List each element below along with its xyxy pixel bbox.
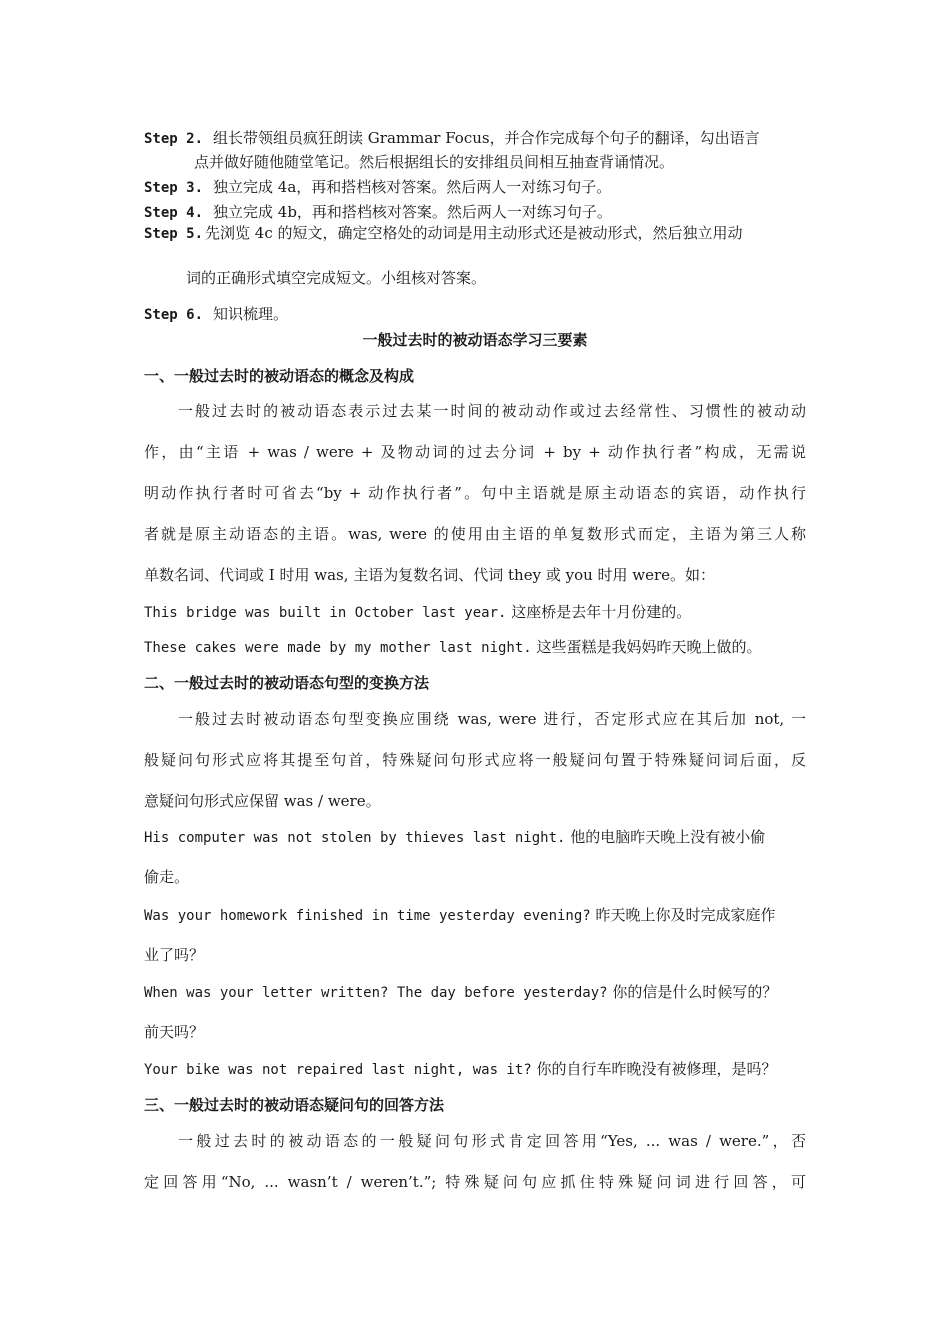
example-chinese: 他的电脑昨天晚上没有被小偷 xyxy=(570,828,766,846)
section-2-example-1 xyxy=(144,827,765,848)
section-2-line-2: 般疑问句形式应将其提至句首，特殊疑问句形式应将一般疑问句置于特殊疑问词后面，反 xyxy=(144,751,806,769)
section-3-line-1: 一般过去时的被动语态的一般疑问句形式肯定回答用“Yes, ... was / were.”，否 xyxy=(178,1132,806,1150)
example-english: Was your homework finished in time yesterday evening? xyxy=(144,908,591,924)
section-1-line-4: 者就是原主动语态的主语。was, were 的使用由主语的单复数形式而定，主语为第三人称 xyxy=(144,525,806,543)
example-english: Your bike was not repaired last night, was it? xyxy=(144,1062,532,1078)
step-5-continuation: 词的正确形式填空完成短文。小组核对答案。 xyxy=(186,269,487,287)
step-2-text: 组长带领组员疯狂朗读 Grammar Focus，并合作完成每个句子的翻译，勾出语言 xyxy=(213,129,760,147)
example-chinese: 这座桥是去年十月份建的。 xyxy=(511,603,692,621)
section-1-example-1 xyxy=(144,602,691,623)
section-2-line-1: 一般过去时被动语态句型变换应围绕 was, were 进行，否定形式应在其后加 not, 一 xyxy=(178,710,806,728)
step-3-key: Step 3. xyxy=(144,180,204,196)
section-1-heading: 一、一般过去时的被动语态的概念及构成 xyxy=(144,367,415,385)
section-2-example-2 xyxy=(144,905,776,926)
example-chinese: 这些蛋糕是我妈妈昨天晚上做的。 xyxy=(536,638,762,656)
step-6-text: 知识梳理。 xyxy=(213,305,289,323)
section-2-line-3: 意疑问句形式应保留 was / were。 xyxy=(144,792,381,810)
step-2 xyxy=(144,128,760,149)
example-chinese: 昨天晚上你及时完成家庭作 xyxy=(595,906,776,924)
step-6 xyxy=(144,304,288,325)
section-2-example-4 xyxy=(144,1059,777,1080)
section-3-line-2: 定回答用“No, ... wasn’t / weren’t.”; 特殊疑问句应抓住特殊疑问词进行回答，可 xyxy=(144,1173,806,1191)
section-2-example-3-cont: 前天吗？ xyxy=(144,1023,205,1041)
example-chinese: 你的自行车昨晚没有被修理，是吗？ xyxy=(536,1060,777,1078)
step-4-text: 独立完成 4b，再和搭档核对答案。然后两人一对练习句子。 xyxy=(213,203,612,221)
section-3-heading: 三、一般过去时的被动语态疑问句的回答方法 xyxy=(144,1096,445,1114)
step-2-key: Step 2. xyxy=(144,131,204,147)
step-3-text: 独立完成 4a，再和搭档核对答案。然后两人一对练习句子。 xyxy=(213,178,612,196)
step-6-key: Step 6. xyxy=(144,307,204,323)
section-2-heading: 二、一般过去时的被动语态句型的变换方法 xyxy=(144,674,430,692)
example-english: His computer was not stolen by thieves last night. xyxy=(144,830,566,846)
section-1-line-2: 作，由“主语 + was / were + 及物动词的过去分词 + by + 动作执行者”构成，无需说 xyxy=(144,443,806,461)
document-title: 一般过去时的被动语态学习三要素 xyxy=(362,331,588,349)
example-english: This bridge was built in October last year. xyxy=(144,605,507,621)
section-1-line-5: 单数名词、代词或 I 时用 was, 主语为复数名词、代词 they 或 you 时用 were。如： xyxy=(144,566,716,584)
step-4-key: Step 4. xyxy=(144,205,204,221)
section-2-example-3 xyxy=(144,982,777,1003)
section-2-example-2-cont: 业了吗？ xyxy=(144,946,205,964)
section-1-example-2 xyxy=(144,637,762,658)
step-5-key: Step 5. xyxy=(144,226,204,242)
section-2-example-1-cont: 偷走。 xyxy=(144,868,190,886)
section-1-line-1: 一般过去时的被动语态表示过去某一时间的被动动作或过去经常性、习惯性的被动动 xyxy=(178,402,806,420)
step-5-text: 先浏览 4c 的短文，确定空格处的动词是用主动形式还是被动形式，然后独立用动 xyxy=(205,224,743,242)
example-chinese: 你的信是什么时候写的？ xyxy=(612,983,778,1001)
example-english: When was your letter written? The day before yesterday? xyxy=(144,985,608,1001)
step-3 xyxy=(144,177,611,198)
example-english: These cakes were made by my mother last night. xyxy=(144,640,532,656)
step-4 xyxy=(144,202,612,223)
step-2-continuation: 点并做好随他随堂笔记。然后根据组长的安排组员间相互抽查背诵情况。 xyxy=(194,153,675,171)
step-5 xyxy=(144,223,743,244)
section-1-line-3: 明动作执行者时可省去“by + 动作执行者”。句中主语就是原主动语态的宾语，动作执行 xyxy=(144,484,806,502)
